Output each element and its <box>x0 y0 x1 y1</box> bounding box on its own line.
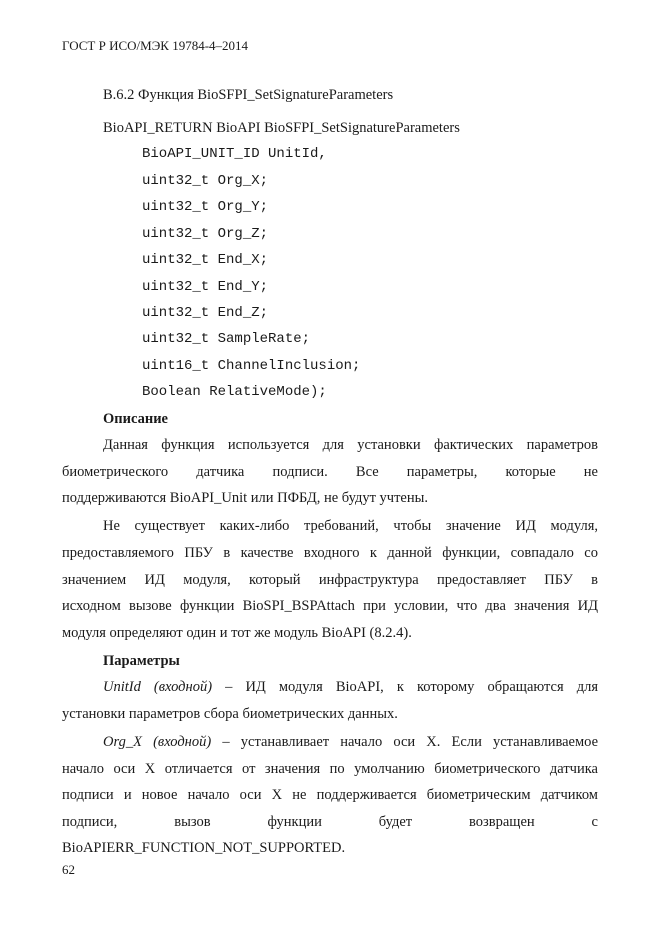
code-line: Boolean RelativeMode); <box>142 384 327 400</box>
code-line: uint32_t SampleRate; <box>142 331 311 347</box>
section-title: B.6.2 Функция BioSFPI_SetSignatureParameters <box>103 87 394 103</box>
description-line: модуля определяют один и тот же модуль BioAPI (8.2.4). <box>62 625 412 641</box>
param-orgx-line: начало оси X отличается от значения по умолчанию биометрического датчика <box>62 761 598 777</box>
description-line: биометрического датчика подписи. Все параметры, которые не <box>62 464 598 480</box>
code-line: uint32_t End_Y; <box>142 279 269 295</box>
parameters-heading: Параметры <box>103 653 180 669</box>
param-unitid-term: UnitId (входной) <box>103 679 213 695</box>
description-heading: Описание <box>103 411 168 427</box>
page-number: 62 <box>62 862 75 877</box>
param-orgx-line <box>103 734 598 751</box>
document-header: ГОСТ Р ИСО/МЭК 19784-4–2014 <box>62 38 249 53</box>
description-line: поддерживаются BioAPI_Unit или ПФБД, не будут учтены. <box>62 490 428 506</box>
param-orgx-line: подписи, вызов функции будет возвращен с <box>62 814 598 830</box>
param-unitid-text: – ИД модуля BioAPI, к которому обращаются для <box>225 679 598 695</box>
code-line: uint32_t Org_Y; <box>142 199 269 215</box>
description-line: исходном вызове функции BioSPI_BSPAttach при условии, что два значения ИД <box>62 598 598 614</box>
function-signature: BioAPI_RETURN BioAPI BioSFPI_SetSignatureParameters <box>103 120 460 136</box>
description-line: предоставляемого ПБУ в качестве входного к данной функции, совпадало со <box>62 545 598 561</box>
code-line: uint16_t ChannelInclusion; <box>142 358 361 374</box>
param-orgx-line: BioAPIERR_FUNCTION_NOT_SUPPORTED. <box>62 840 346 856</box>
code-line: uint32_t Org_Z; <box>142 226 269 242</box>
description-line: Данная функция используется для установки фактических параметров <box>103 437 598 453</box>
code-line: uint32_t End_X; <box>142 252 269 268</box>
code-line: BioAPI_UNIT_ID UnitId, <box>142 146 327 162</box>
description-line: Не существует каких-либо требований, чтобы значение ИД модуля, <box>103 518 598 534</box>
param-orgx-line: подписи и новое начало оси X не поддерживается биометрическим датчиком <box>62 787 598 803</box>
description-line: значением ИД модуля, который инфраструктура предоставляет ПБУ в <box>62 572 598 588</box>
param-unitid-line <box>103 679 598 696</box>
param-orgx-term: Org_X (входной) <box>103 734 212 750</box>
param-orgx-text: – устанавливает начало оси X. Если устанавливаемое <box>222 734 599 750</box>
code-line: uint32_t Org_X; <box>142 173 269 189</box>
code-line: uint32_t End_Z; <box>142 305 269 321</box>
param-unitid-line: установки параметров сбора биометрических данных. <box>62 706 398 722</box>
